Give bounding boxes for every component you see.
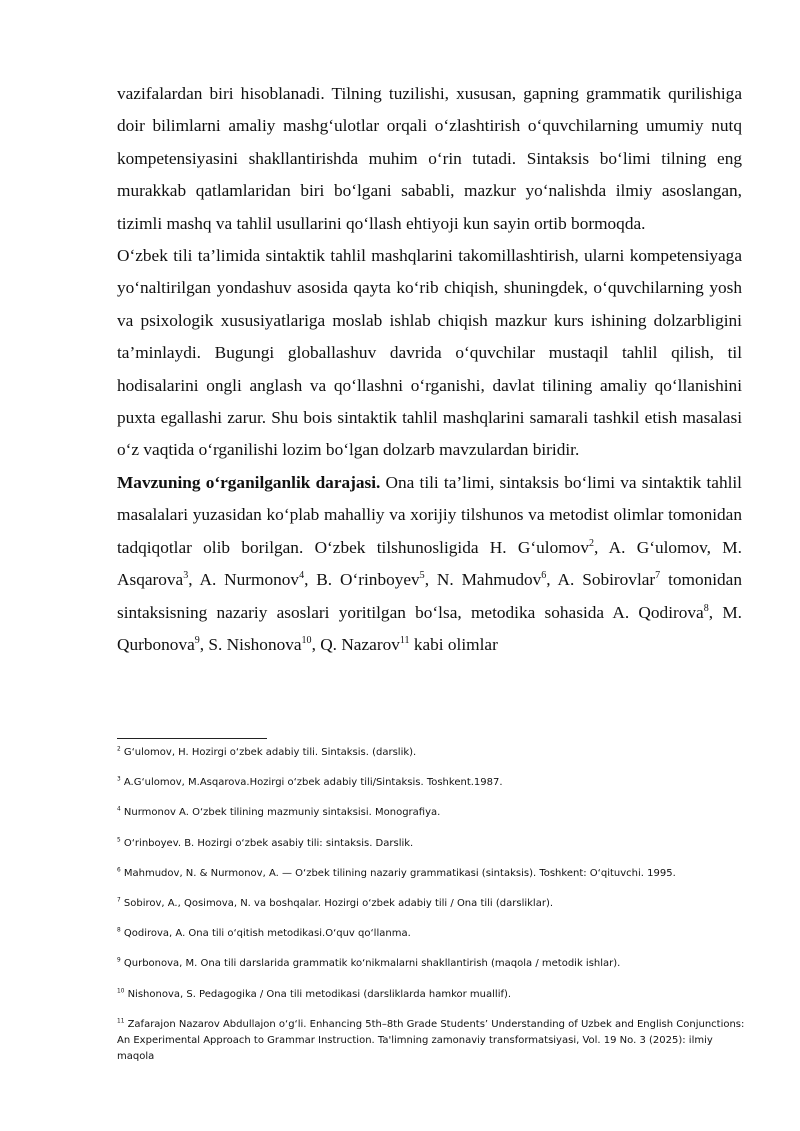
footnote-text: Qodirova, A. Ona tili o‘qitish metodikasi.O‘quv qo‘llanma. (120, 928, 411, 940)
body-text (117, 78, 742, 661)
paragraph-text: kabi olimlar (409, 634, 498, 654)
paragraph-text: , A. Nurmonov (188, 570, 300, 590)
footnote-text: Nurmonov A. O‘zbek tilining mazmuniy sintaksisi. Monografiya. (120, 807, 441, 819)
footnote-ref[interactable]: 4 (299, 570, 305, 582)
footnote-ref[interactable]: 5 (419, 570, 425, 582)
paragraph-text: , Q. Nazarov (311, 634, 400, 654)
footnote (117, 775, 747, 791)
footnote-number: 5 (117, 837, 121, 844)
paragraph-text: vazifalardan biri hisoblanadi. Tilning tuzilishi, xususan, gapning grammatik qurilishiga doir bilimlarni amaliy mashg‘ulotlar orqali o‘zlashtirish o‘quvchilarning umumiy nutq kompetensiyasini shakllantirishda muhim o‘rin tutadi. Sintaksis bo‘limi tilning eng murakkab qatlamlaridan biri bo‘lgani sababli, mazkur yo‘nalishda ilmiy asoslangan, tizimli mashq va tahlil usullarini qo‘llash ehtiyoji kun sayin ortib bormoqda. (117, 84, 742, 233)
footnote-text: Sobirov, A., Qosimova, N. va boshqalar. Hozirgi o‘zbek adabiy tili / Ona tili (darsliklar). (120, 897, 554, 909)
paragraph-text: , B. O‘rinboyev (304, 570, 420, 590)
footnote-number: 3 (117, 776, 121, 783)
footnote-number: 6 (117, 867, 121, 874)
footnote-ref[interactable]: 6 (541, 570, 547, 582)
footnote (117, 926, 747, 942)
paragraph (117, 240, 742, 467)
footnote-text: O‘rinboyev. B. Hozirgi o‘zbek asabiy tili: sintaksis. Darslik. (120, 837, 414, 849)
paragraph-text: Ona tili ta’limi, sintaksis bo‘limi va sintaktik tahlil masalalari yuzasidan ko‘plab mahalliy va xorijiy tilshunos va metodist olimlar tomonidan tadqiqotlar olib borilgan. O‘zbek tilshunosligida H. G‘ulomov (117, 472, 742, 557)
footnote-text: Mahmudov, N. & Nurmonov, A. — O‘zbek tilining nazariy grammatikasi (sintaksis). Toshkent: O‘qituvchi. 1995. (120, 867, 676, 879)
footnote-ref[interactable]: 7 (655, 570, 661, 582)
footnote (117, 866, 747, 882)
footnote (117, 896, 747, 912)
footnote (117, 805, 747, 821)
paragraph (117, 467, 742, 661)
footnote-number: 11 (117, 1018, 125, 1025)
footnote-number: 8 (117, 927, 121, 934)
footnote-number: 2 (117, 746, 121, 753)
footnote-ref[interactable]: 11 (399, 635, 410, 647)
footnote (117, 956, 747, 972)
paragraph-text: O‘zbek tili ta’limida sintaktik tahlil mashqlarini takomillashtirish, ularni kompetensiyaga yo‘naltirilgan yondashuv asosida qayta ko‘rib chiqish, shuningdek, o‘quvchilarning yosh va psixologik xususiyatlariga moslab ishlab chiqish mazkur kurs ishining dolzarbligini ta’minlaydi. Bugungi globallashuv davrida o‘quvchilar mustaqil tahlil qilish, til hodisalarini ongli anglash va qo‘llashni o‘rganishi, davlat tilining amaliy qo‘llanishini puxta egallashi zarur. Shu bois sintaktik tahlil mashqlarini samarali tashkil etish masalasi o‘z vaqtida o‘rganilishi lozim bo‘lgan dolzarb mavzulardan biridir. (117, 246, 742, 460)
footnote (117, 987, 747, 1003)
section-heading: Mavzuning o‘rganilganlik darajasi. (117, 472, 381, 492)
paragraph-text: tomonidan sintaksisning nazariy asoslari yoritilgan bo‘lsa, metodika sohasida A. Qodirova (117, 570, 742, 622)
footnote-text: A.G‘ulomov, M.Asqarova.Hozirgi o‘zbek adabiy tili/Sintaksis. Toshkent.1987. (120, 777, 503, 789)
paragraph-text: , A. Sobirovlar (546, 570, 656, 590)
footnote-text: Nishonova, S. Pedagogika / Ona tili metodikasi (darsliklarda hamkor muallif). (124, 988, 512, 1000)
footnote-text: Qurbonova, M. Ona tili darslarida grammatik ko‘nikmalarni shakllantirish (maqola / metodik ishlar). (120, 958, 621, 970)
footnote-number: 9 (117, 957, 121, 964)
paragraph (117, 78, 742, 240)
footnote-ref[interactable]: 10 (301, 635, 312, 647)
footnote-number: 10 (117, 988, 125, 995)
footnote-text: Zafarajon Nazarov Abdullajon o‘g‘li. Enhancing 5th–8th Grade Students’ Understanding of Uzbek and English Conjunctions: An Experimental Approach to Grammar Instruction. Ta'limning zamonaviy transformatsiyasi, Vol. 19 No. 3 (2025): ilmiy maqola (117, 1018, 745, 1062)
footnote-ref[interactable]: 2 (588, 537, 594, 549)
paragraph-text: , S. Nishonova (199, 634, 302, 654)
footnote-number: 7 (117, 897, 121, 904)
paragraph-text: , M. Qurbonova (117, 602, 743, 654)
footnote-ref[interactable]: 8 (703, 602, 709, 614)
footnote-ref[interactable]: 3 (183, 570, 189, 582)
paragraph-text: , N. Mahmudov (424, 570, 542, 590)
footnote-number: 4 (117, 807, 121, 814)
footnote (117, 745, 747, 761)
footnote-text: G‘ulomov, H. Hozirgi o‘zbek adabiy tili. Sintaksis. (darslik). (120, 747, 417, 758)
footnote (117, 836, 747, 852)
footnotes (117, 745, 747, 1065)
paragraph-text: , A. G‘ulomov, M. Asqarova (117, 537, 742, 590)
footnote (117, 1017, 747, 1065)
footnote-separator (117, 738, 267, 739)
footnote-ref[interactable]: 9 (194, 635, 200, 647)
